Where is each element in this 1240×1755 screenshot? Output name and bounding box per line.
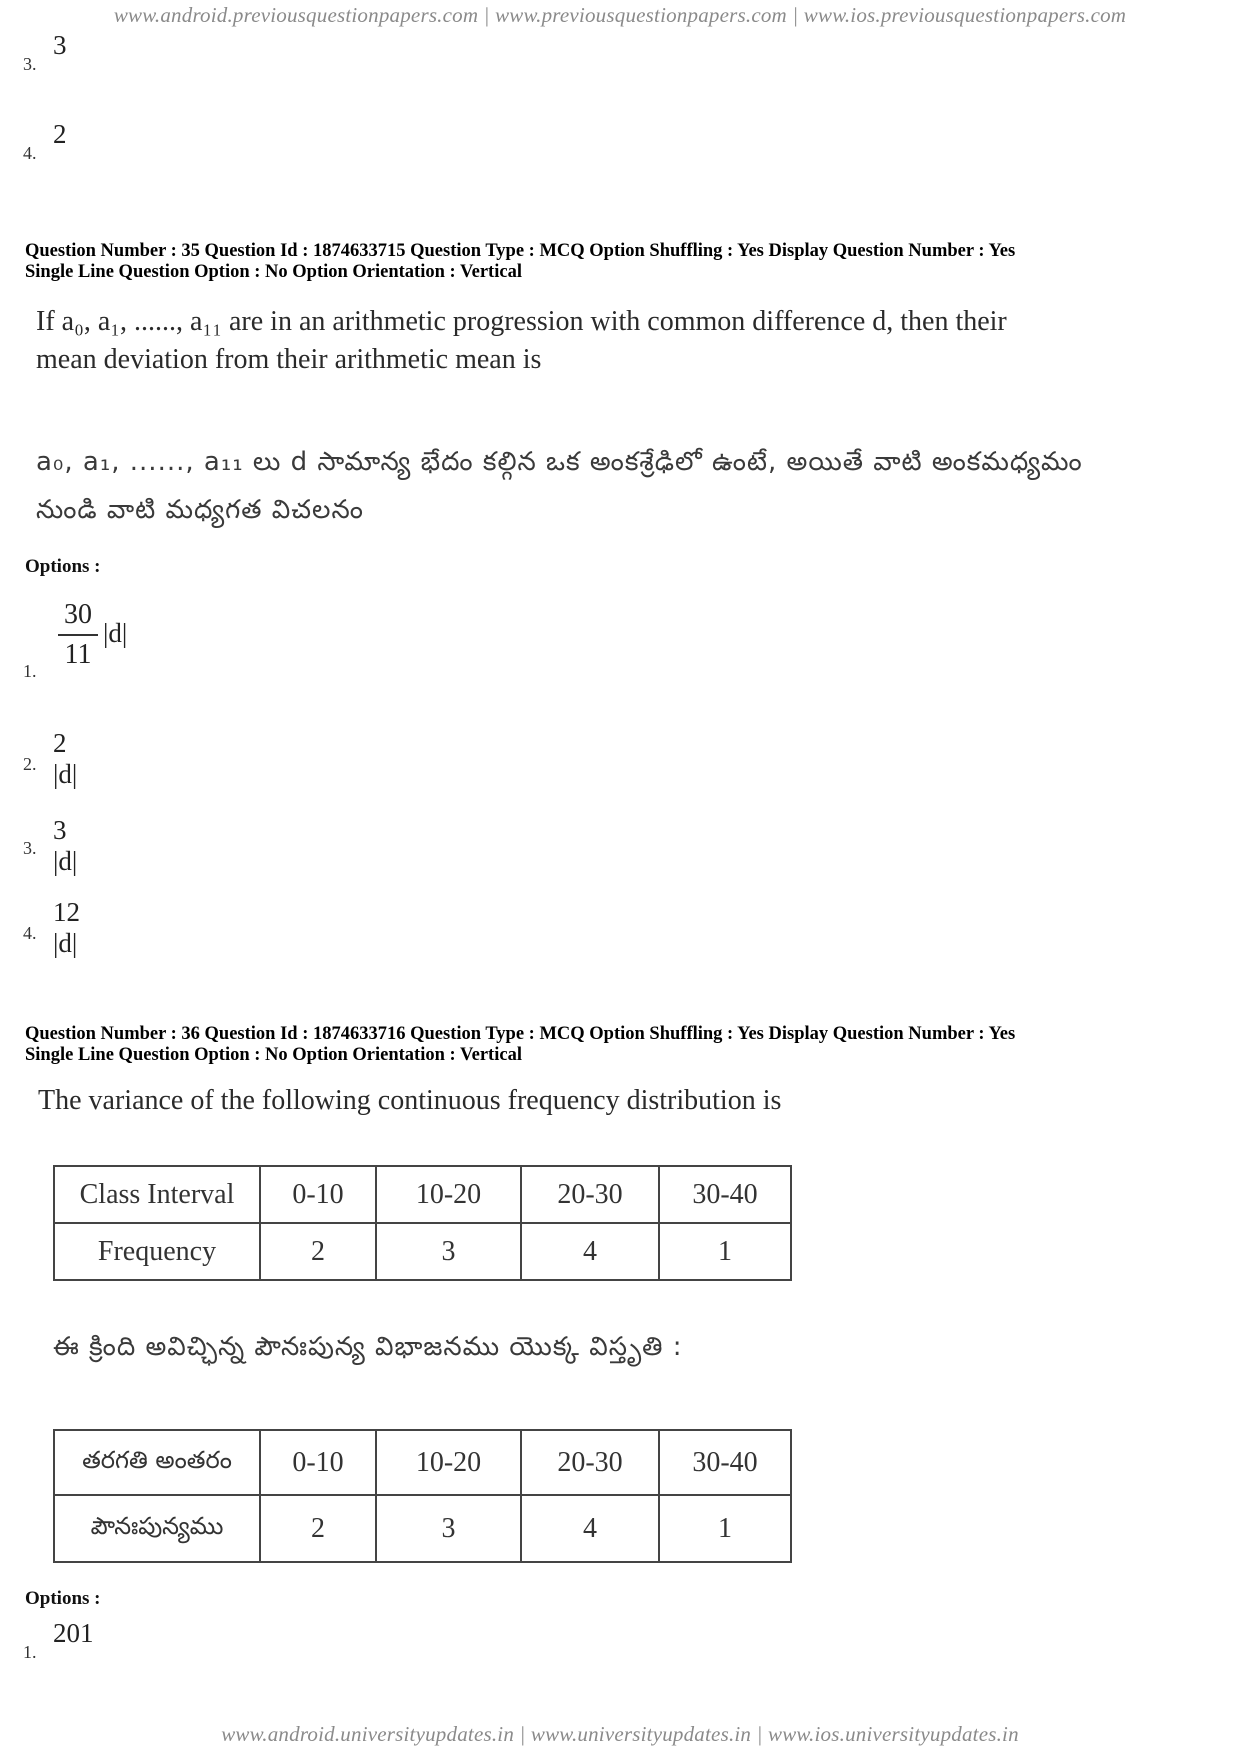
q35-option-1-fraction bbox=[58, 598, 98, 672]
table-row bbox=[54, 1166, 791, 1223]
q35-stem-te-line2: నుండి వాటి మధ్యగత విచలనం bbox=[36, 495, 364, 525]
table-cell: Frequency bbox=[54, 1223, 260, 1280]
option-value: 2 bbox=[53, 119, 67, 149]
q35-stem-en-line1: If a₀, a₁, ......, a₁₁ are in an arithmetic progression with common difference d, then their bbox=[36, 306, 1007, 337]
table-row bbox=[54, 1495, 791, 1562]
q36-options-label: Options : bbox=[25, 1588, 101, 1609]
table-cell: Class Interval bbox=[54, 1166, 260, 1223]
table-cell: 1 bbox=[659, 1223, 791, 1280]
option-number: 4. bbox=[23, 923, 37, 943]
footer-urls: www.android.universityupdates.in | www.universityupdates.in | www.ios.universityupdates.in bbox=[221, 1722, 1019, 1746]
fraction-denominator: 11 bbox=[64, 639, 92, 670]
table-cell: 10-20 bbox=[376, 1166, 521, 1223]
table-cell: 0-10 bbox=[260, 1430, 376, 1495]
q36-meta-line1: Question Number : 36 Question Id : 1874633716 Question Type : MCQ Option Shuffling : Yes Display Question Number : Yes bbox=[25, 1024, 1016, 1044]
option-value: 3 |d| bbox=[53, 815, 78, 876]
table-cell: 2 bbox=[260, 1495, 376, 1562]
table-row bbox=[54, 1223, 791, 1280]
table-cell: 30-40 bbox=[659, 1430, 791, 1495]
option-value: 201 bbox=[53, 1618, 94, 1648]
fraction-bar bbox=[58, 634, 98, 636]
table-cell: 20-30 bbox=[521, 1166, 659, 1223]
table-cell: 0-10 bbox=[260, 1166, 376, 1223]
q35-options-label: Options : bbox=[25, 556, 101, 577]
q35-option-1-number: 1. bbox=[23, 661, 37, 681]
option-value: 2 |d| bbox=[53, 728, 78, 789]
q35-stem-english bbox=[36, 303, 1216, 379]
table-cell: పౌనఃపున్యము bbox=[54, 1495, 260, 1562]
table-cell: 4 bbox=[521, 1223, 659, 1280]
table-cell: తరగతి అంతరం bbox=[54, 1430, 260, 1495]
option-value: 3 bbox=[53, 30, 67, 60]
q35-stem-telugu bbox=[36, 438, 1216, 534]
option-number: 1. bbox=[23, 1642, 37, 1662]
q35-option-1-suffix: |d| bbox=[103, 618, 128, 648]
table-cell: 3 bbox=[376, 1495, 521, 1562]
q35-stem-te-line1: a₀, a₁, ......, a₁₁ లు d సామాన్య భేదం కల్గిన ఒక అంకశ్రేఢిలో ఉంటే, అయితే వాటి అంకమధ్యమం bbox=[36, 447, 1083, 477]
table-cell: 3 bbox=[376, 1223, 521, 1280]
fraction-numerator: 30 bbox=[64, 599, 92, 630]
q36-stem-english: The variance of the following continuous frequency distribution is bbox=[38, 1085, 782, 1116]
option-number: 3. bbox=[23, 54, 37, 74]
option-number: 2. bbox=[23, 754, 37, 774]
q35-meta bbox=[25, 241, 1225, 283]
q36-meta bbox=[25, 1024, 1225, 1066]
option-number: 4. bbox=[23, 143, 37, 163]
table-cell: 1 bbox=[659, 1495, 791, 1562]
q36-stem-telugu: ఈ క్రింది అవిచ్ఛిన్న పౌనఃపున్య విభాజనము యొక్క విస్తృతి : bbox=[53, 1332, 683, 1362]
header-urls: www.android.previousquestionpapers.com | www.previousquestionpapers.com | www.ios.previousquestionpapers.com bbox=[113, 3, 1127, 27]
table-row bbox=[54, 1430, 791, 1495]
q35-meta-line1: Question Number : 35 Question Id : 1874633715 Question Type : MCQ Option Shuffling : Yes Display Question Number : Yes bbox=[25, 241, 1016, 261]
option-number: 3. bbox=[23, 838, 37, 858]
table-cell: 20-30 bbox=[521, 1430, 659, 1495]
q35-stem-en-line2: mean deviation from their arithmetic mean is bbox=[36, 344, 542, 375]
table-cell: 10-20 bbox=[376, 1430, 521, 1495]
q36-frequency-table-telugu bbox=[53, 1429, 792, 1563]
q36-meta-line2: Single Line Question Option : No Option Orientation : Vertical bbox=[25, 1045, 522, 1065]
q36-frequency-table-english bbox=[53, 1165, 792, 1281]
table-cell: 4 bbox=[521, 1495, 659, 1562]
table-cell: 2 bbox=[260, 1223, 376, 1280]
q35-meta-line2: Single Line Question Option : No Option Orientation : Vertical bbox=[25, 262, 522, 282]
table-cell: 30-40 bbox=[659, 1166, 791, 1223]
option-value: 12 |d| bbox=[53, 897, 80, 958]
